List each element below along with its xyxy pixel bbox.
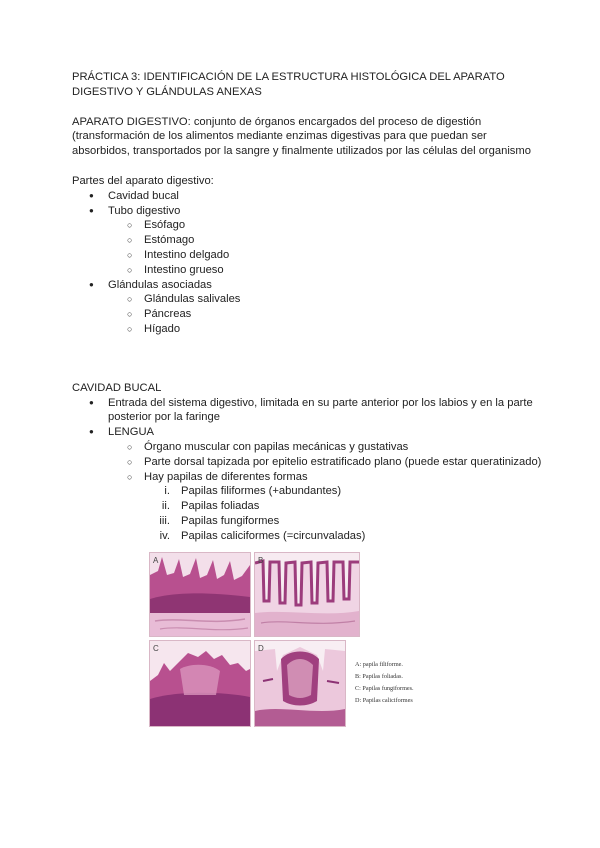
list-number: ii. <box>161 500 170 513</box>
list-item: ○ Parte dorsal tapizada por epitelio estratificado plano (puede estar queratinizado) <box>72 455 542 470</box>
list-item: ○ Intestino delgado <box>72 248 542 263</box>
list-item-label: Glándulas asociadas <box>108 278 212 291</box>
list-item <box>72 470 542 544</box>
histology-figure <box>149 552 419 727</box>
panel-b-foliate <box>254 552 360 637</box>
list-item <box>72 425 542 543</box>
list-item-label: Papilas filiformes (+abundantes) <box>181 485 342 498</box>
page-title: PRÁCTICA 3: IDENTIFICACIÓN DE LA ESTRUCTURA HISTOLÓGICA DEL APARATO DIGESTIVO Y GLÁNDULAS ANEXAS <box>72 71 505 98</box>
cavidad-list <box>72 396 542 544</box>
figure-legend <box>355 659 414 707</box>
sublist <box>108 440 542 544</box>
panel-label: A <box>153 555 159 565</box>
list-item <box>72 484 542 499</box>
panel-label: C <box>153 643 159 653</box>
parts-list <box>72 189 542 337</box>
panel-b-image <box>255 553 359 636</box>
list-item: ● Cavidad bucal <box>72 189 542 204</box>
list-item <box>72 514 542 529</box>
list-number: iii. <box>159 514 170 527</box>
panel-c-fungiform <box>149 640 251 727</box>
list-item-label: LENGUA <box>108 426 155 439</box>
list-item: ○ Glándulas salivales <box>72 292 542 307</box>
panel-a-filiform <box>149 552 251 637</box>
sublist <box>108 292 542 336</box>
list-item <box>72 278 542 337</box>
section-heading: CAVIDAD BUCAL <box>72 381 162 394</box>
panel-c-image <box>150 641 250 726</box>
list-item <box>72 529 542 544</box>
list-item-label: Hay papilas de diferentes formas <box>144 470 308 483</box>
legend-item: D: Papilas caliciformes <box>355 696 413 704</box>
list-item: ○ Páncreas <box>72 307 542 322</box>
list-item: ○ Esófago <box>72 218 542 233</box>
panel-label: B <box>258 555 264 565</box>
sublist <box>108 218 542 277</box>
panel-d-circumvallate <box>254 640 346 727</box>
list-item: ○ Estómago <box>72 233 542 248</box>
panel-a-image <box>150 553 250 636</box>
list-item-label: Papilas fungiformes <box>181 514 280 527</box>
list-item-label: Tubo digestivo <box>108 204 181 217</box>
list-item: ○ Órgano muscular con papilas mecánicas y gustativas <box>72 440 542 455</box>
document-page <box>72 70 542 727</box>
list-number: iv. <box>159 529 170 542</box>
list-item-label: Papilas foliadas <box>181 500 260 513</box>
panel-label: D <box>258 643 264 653</box>
panel-d-image <box>255 641 345 726</box>
legend-item: C: Papilas fungiformes. <box>355 684 414 692</box>
legend-item: A: papila filiforme. <box>355 660 403 668</box>
papilas-list <box>144 484 542 543</box>
legend-item: B: Papilas foliadas. <box>355 672 403 680</box>
parts-heading: Partes del aparato digestivo: <box>72 174 214 187</box>
list-item: ○ Hígado <box>72 322 542 337</box>
list-item-label: Papilas caliciformes (=circunvaladas) <box>181 529 366 542</box>
list-item: ○ Intestino grueso <box>72 263 542 278</box>
intro-paragraph: APARATO DIGESTIVO: conjunto de órganos encargados del proceso de digestión (transformación de los alimentos mediante enzimas digestivas para que puedan ser absorbidos, transportados por la sangre y finalmente utilizados por las células del organismo <box>72 115 531 158</box>
list-item <box>72 499 542 514</box>
list-number: i. <box>164 485 170 498</box>
list-item <box>72 204 542 278</box>
list-item: ● Entrada del sistema digestivo, limitada en su parte anterior por los labios y en la parte posterior por la faringe <box>72 396 542 426</box>
